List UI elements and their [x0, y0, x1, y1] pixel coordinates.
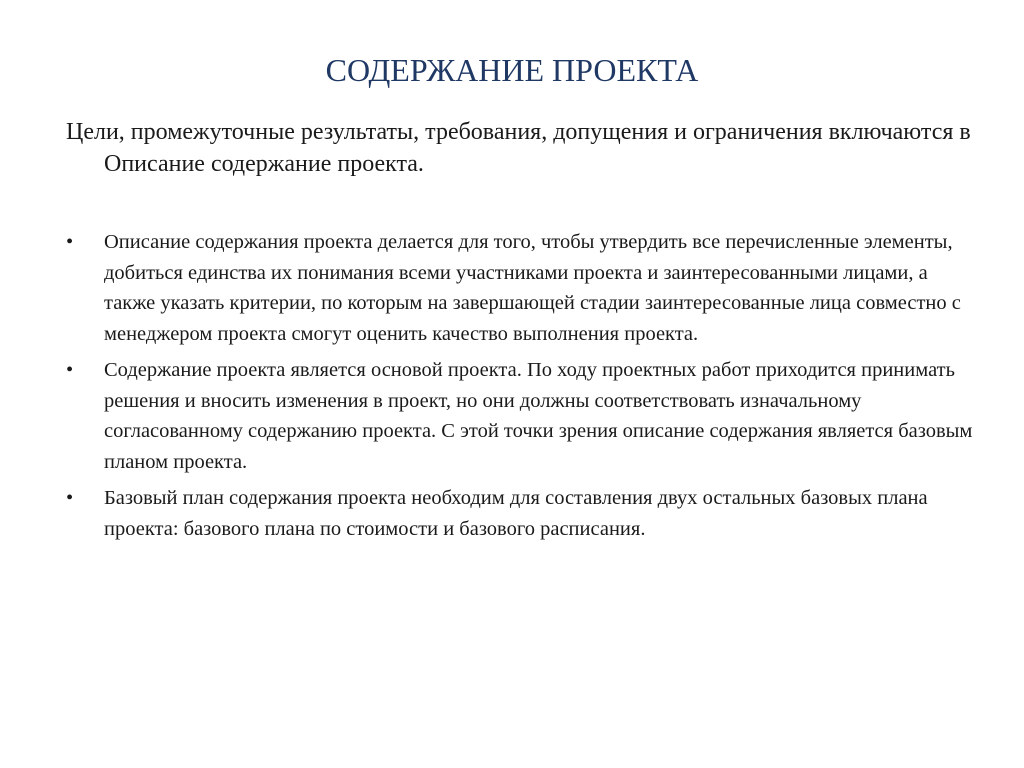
- bullet-text: Описание содержания проекта делается для того, чтобы утвердить все перечисленные элементы, добиться единства их понимания всеми участниками проекта и заинтересованными лицами, а также указать критерии, по которым на завершающей стадии заинтересованные лица совместно с менеджером проекта смогут оценить качество выполнения проекта.: [104, 231, 961, 345]
- bullet-dot-icon: •: [66, 231, 74, 253]
- bullet-dot-icon: •: [66, 359, 74, 381]
- bullet-item: [60, 355, 980, 477]
- bullet-item: [60, 227, 980, 349]
- bullet-list: [60, 227, 980, 550]
- bullet-text: Содержание проекта является основой проекта. По ходу проектных работ приходится принимать решения и вносить изменения в проект, но они должны соответствовать изначальному согласованному содержанию проекта. С этой точки зрения описание содержания является базовым планом проекта.: [104, 359, 973, 473]
- bullet-dot-icon: •: [66, 487, 74, 509]
- slide-title: СОДЕРЖАНИЕ ПРОЕКТА: [325, 52, 699, 88]
- bullet-text: Базовый план содержания проекта необходим для составления двух остальных базовых плана проекта: базового плана по стоимости и базового расписания.: [104, 487, 928, 540]
- intro-paragraph: Цели, промежуточные результаты, требования, допущения и ограничения включаются в Описание содержание проекта.: [66, 119, 971, 177]
- bullet-item: [60, 483, 980, 544]
